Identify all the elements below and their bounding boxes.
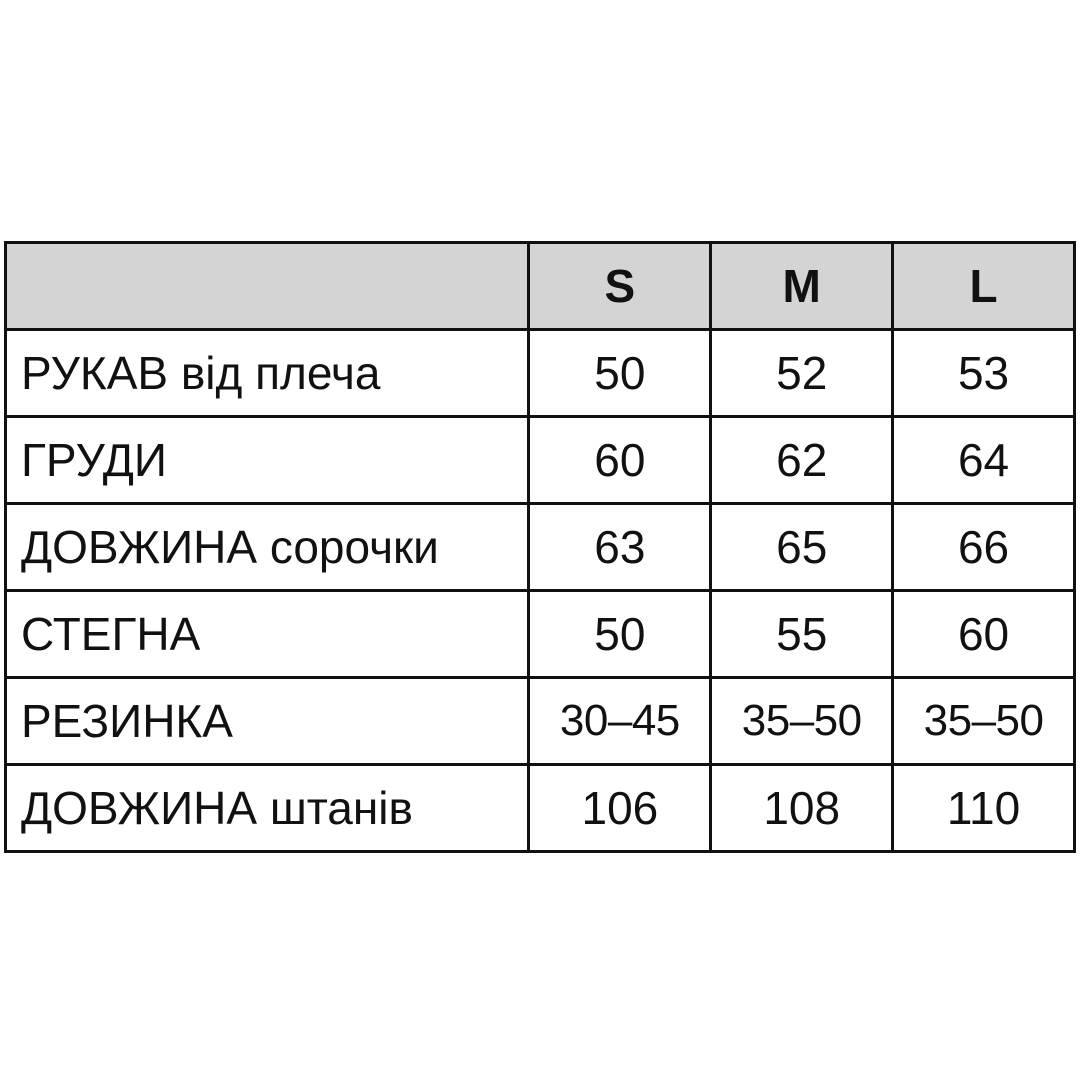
table-row <box>6 678 1075 765</box>
value-cell: 60 <box>529 417 711 504</box>
row-label-waistband: РЕЗИНКА <box>6 678 529 765</box>
value-cell: 52 <box>711 330 893 417</box>
header-cell-size-s: S <box>529 243 711 330</box>
value-cell: 66 <box>893 504 1075 591</box>
value-cell: 35–50 <box>711 678 893 765</box>
table-row <box>6 330 1075 417</box>
row-label-hips: СТЕГНА <box>6 591 529 678</box>
row-label-chest: ГРУДИ <box>6 417 529 504</box>
value-cell: 63 <box>529 504 711 591</box>
header-cell-size-l: L <box>893 243 1075 330</box>
value-cell: 110 <box>893 765 1075 852</box>
value-cell: 30–45 <box>529 678 711 765</box>
value-cell: 106 <box>529 765 711 852</box>
header-cell-empty <box>6 243 529 330</box>
row-label-sleeve: РУКАВ від плеча <box>6 330 529 417</box>
value-cell: 50 <box>529 591 711 678</box>
value-cell: 65 <box>711 504 893 591</box>
header-cell-size-m: M <box>711 243 893 330</box>
row-label-pants-length: ДОВЖИНА штанів <box>6 765 529 852</box>
value-cell: 64 <box>893 417 1075 504</box>
value-cell: 60 <box>893 591 1075 678</box>
value-cell: 35–50 <box>893 678 1075 765</box>
table-row <box>6 765 1075 852</box>
table-row <box>6 591 1075 678</box>
value-cell: 53 <box>893 330 1075 417</box>
size-chart-table <box>4 241 1076 853</box>
row-label-shirt-length: ДОВЖИНА сорочки <box>6 504 529 591</box>
table-row <box>6 417 1075 504</box>
value-cell: 108 <box>711 765 893 852</box>
value-cell: 55 <box>711 591 893 678</box>
table-row <box>6 504 1075 591</box>
header-row <box>6 243 1075 330</box>
value-cell: 50 <box>529 330 711 417</box>
value-cell: 62 <box>711 417 893 504</box>
